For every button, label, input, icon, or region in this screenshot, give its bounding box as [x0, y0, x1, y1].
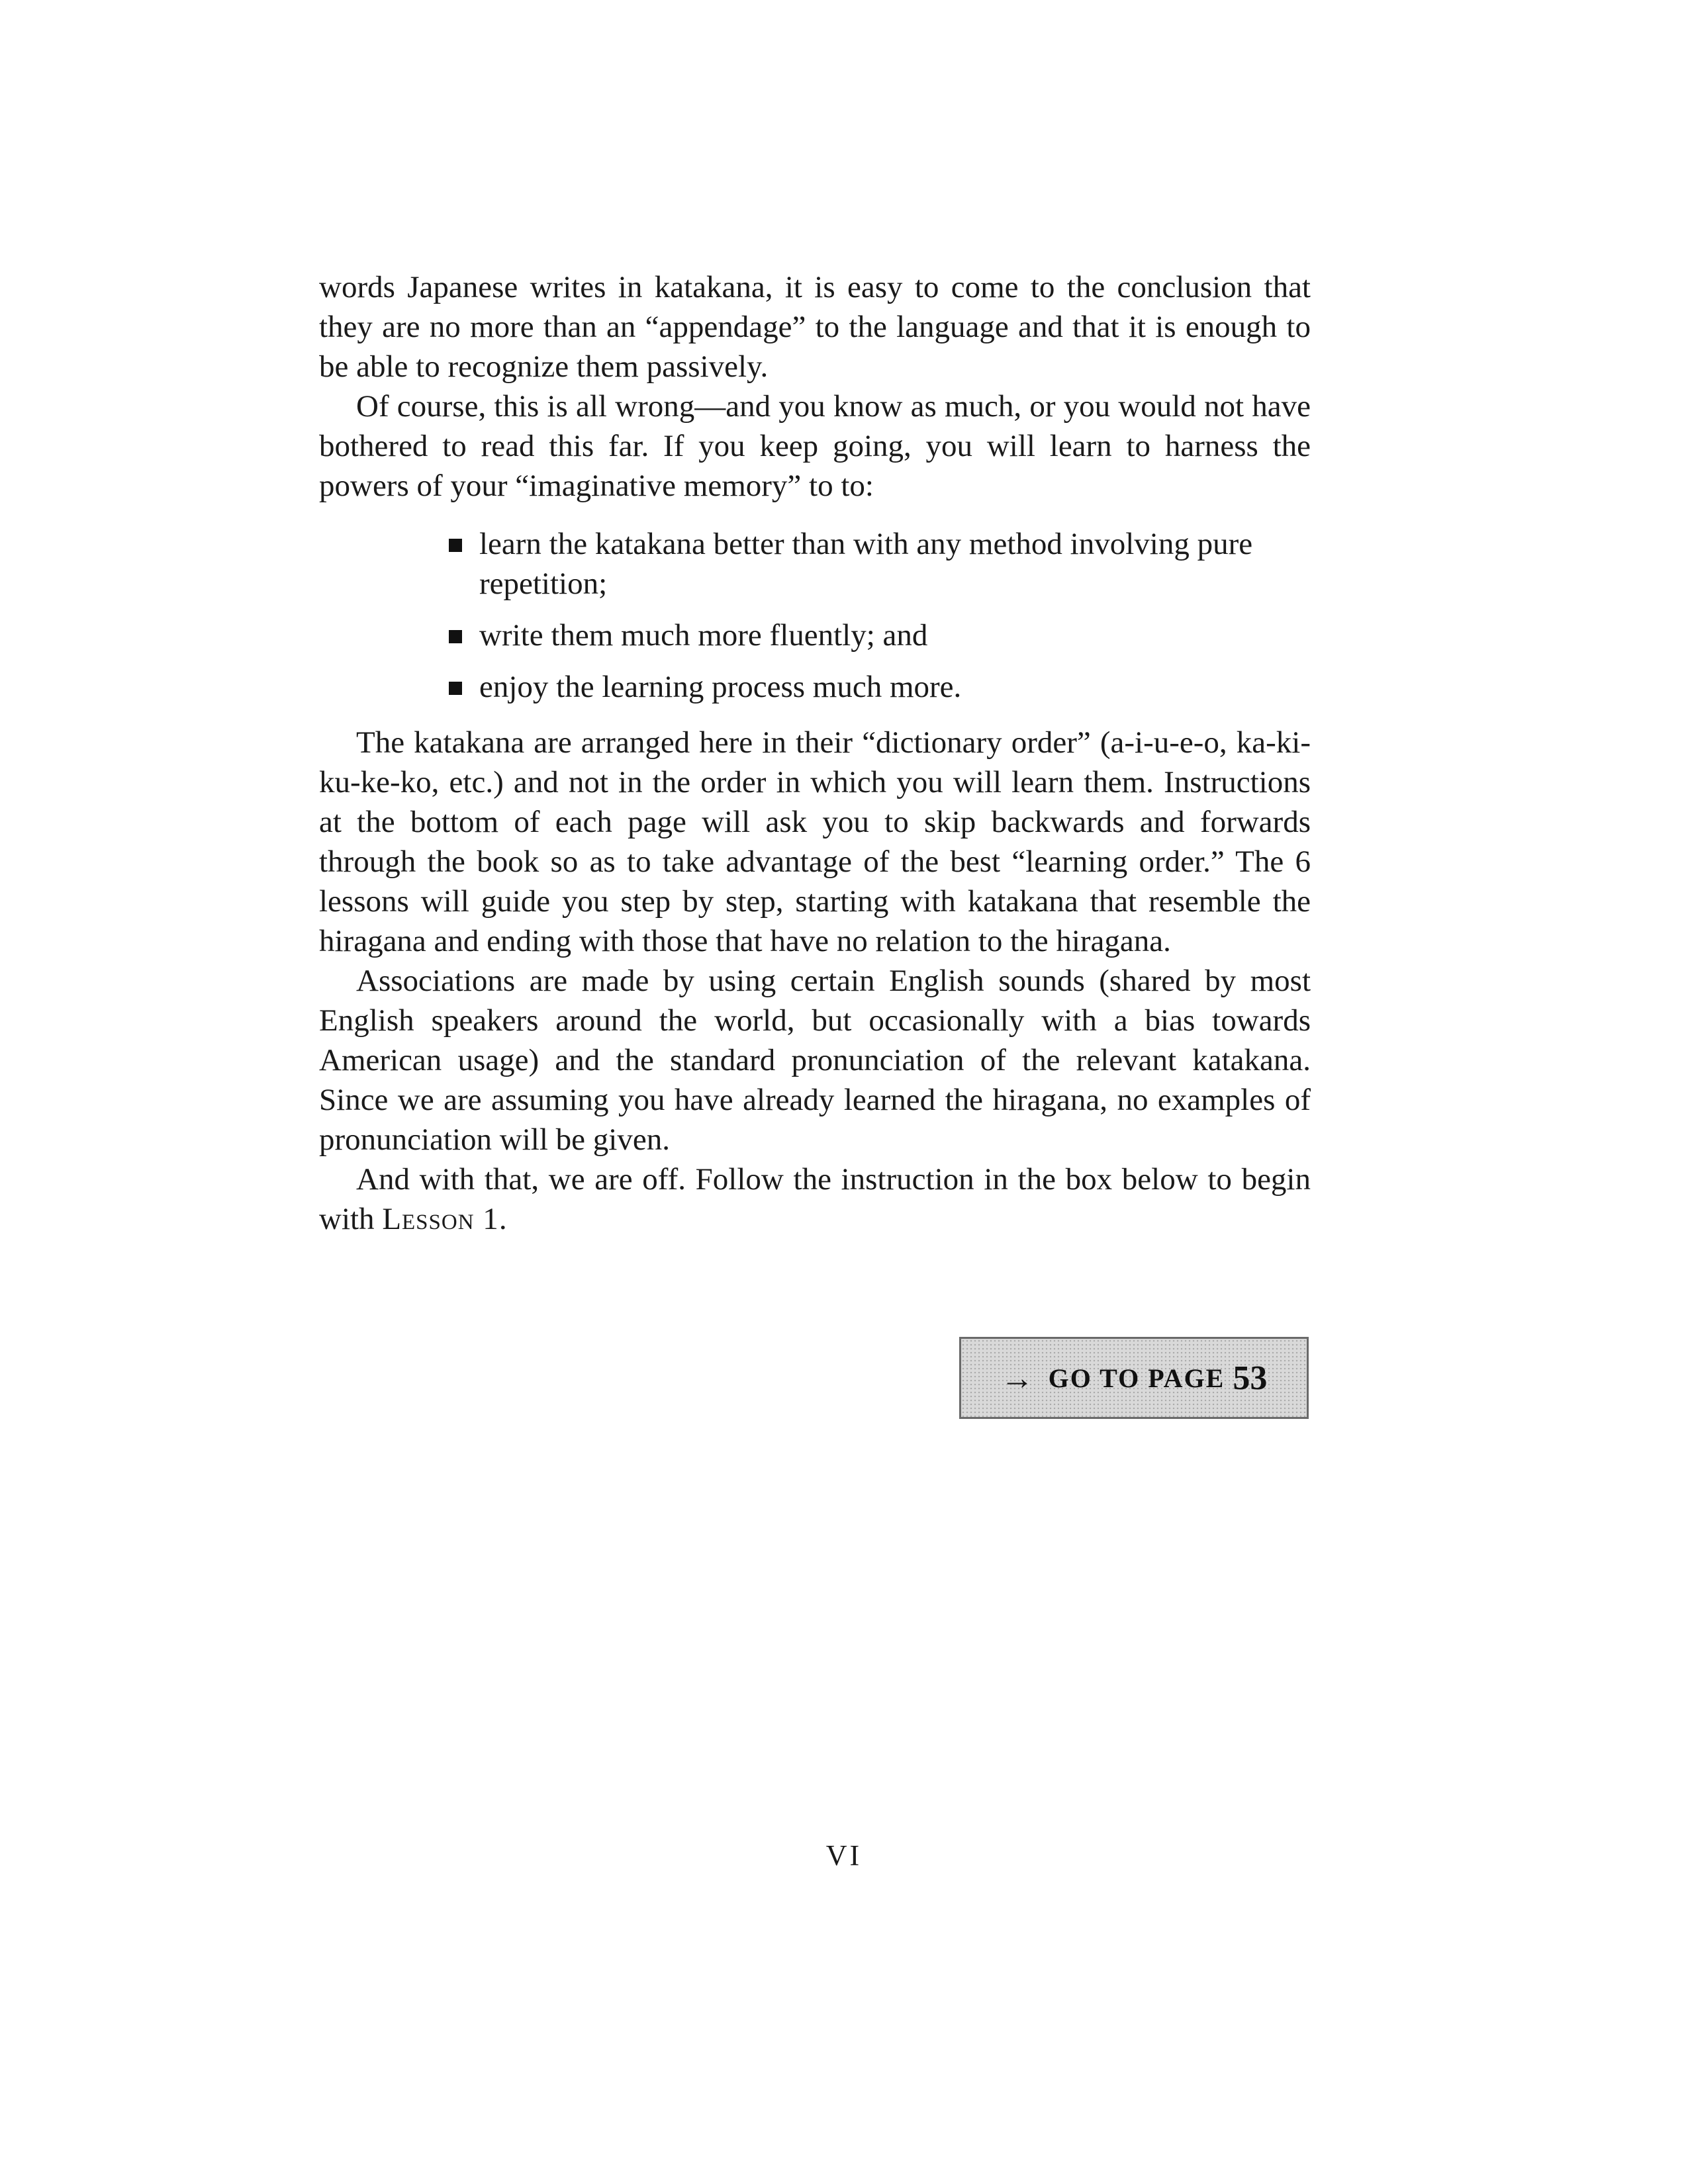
square-bullet-icon — [449, 682, 462, 695]
paragraph — [319, 1160, 1311, 1239]
list-item-text: enjoy the learning process much more. — [479, 670, 962, 704]
list-item — [449, 667, 1274, 707]
go-to-page-box[interactable] — [959, 1337, 1309, 1419]
paragraph: Associations are made by using certain English sounds (shared by most English speakers around the world, but occasionally with a bias towards American usage) and the standard pronunciation of the relevant katakana. Since we are assuming you have already learned the hiragana, no examples of pronunciation will be given. — [319, 964, 1311, 1157]
arrow-right-icon: → — [1000, 1359, 1034, 1396]
list-item — [449, 524, 1274, 604]
page-number: VI — [825, 1839, 863, 1872]
lesson-reference: Lesson 1 — [382, 1202, 499, 1236]
paragraph-text: And with that, we are off. Follow the instruction in the box below to begin with — [319, 1162, 1311, 1236]
paragraph: The katakana are arranged here in their “dictionary order” (a-i-u-e-o, ka-ki-ku-ke-ko, etc.) and not in the order in which you will learn them. Instructions at the bottom of each page will ask you to skip backwards and forwards through the book so as to take advantage of the best “learning order.” The 6 lessons will guide you step by step, starting with katakana that resemble the hiragana and ending with those that have no relation to the hiragana. — [319, 725, 1311, 958]
go-to-page-label: GO TO PAGE — [1048, 1363, 1225, 1393]
list-item-text: learn the katakana better than with any method involving pure repetition; — [479, 527, 1253, 601]
paragraph: Of course, this is all wrong—and you know as much, or you would not have bothered to read this far. If you keep going, you will learn to harness the powers of your “imaginative memory” to to: — [319, 389, 1311, 503]
list-item — [449, 615, 1274, 655]
go-to-page-number: 53 — [1233, 1359, 1268, 1397]
paragraph: words Japanese writes in katakana, it is easy to come to the conclusion that they are no more than an “appendage” to the language and that it is enough to be able to recognize them passively. — [319, 270, 1311, 384]
square-bullet-icon — [449, 539, 462, 552]
list-item-text: write them much more fluently; and — [479, 618, 928, 653]
square-bullet-icon — [449, 630, 462, 643]
bullet-list — [319, 524, 1311, 707]
body-text — [319, 267, 1311, 1239]
paragraph-text: . — [498, 1202, 507, 1236]
